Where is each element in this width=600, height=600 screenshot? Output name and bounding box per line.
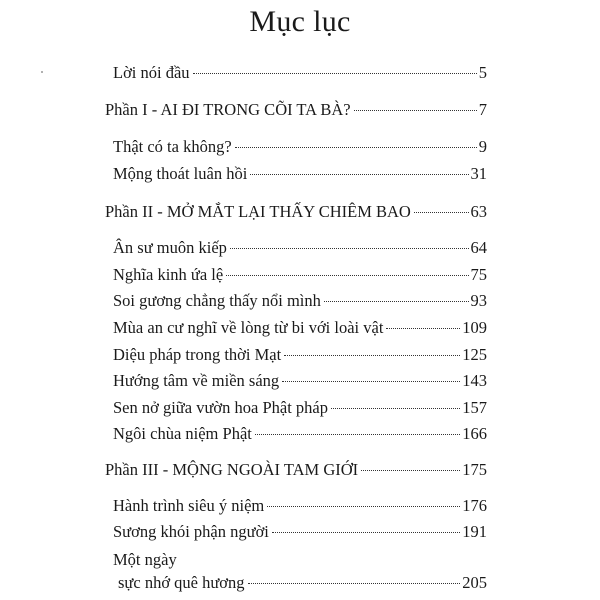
dot-leader [230, 247, 469, 249]
scan-speck [41, 71, 43, 73]
toc-section-label: Phần III - MỘNG NGOÀI TAM GIỚI [105, 460, 359, 479]
toc-entry-page: 125 [462, 345, 487, 364]
dot-leader [354, 109, 477, 111]
dot-leader [284, 354, 460, 356]
toc-entry-page: 176 [462, 496, 487, 515]
toc-section-part-3 [105, 459, 487, 481]
toc-entry [113, 136, 487, 158]
dot-leader [248, 582, 461, 584]
toc-entry [113, 290, 487, 312]
dot-leader [272, 531, 460, 533]
toc-entry [113, 397, 487, 419]
toc-entry-foreword [113, 62, 487, 84]
dot-leader [324, 300, 469, 302]
toc-entry [113, 317, 487, 339]
toc-section-page: 63 [470, 202, 487, 221]
toc-entry-page: 75 [470, 265, 487, 284]
toc-entry [113, 370, 487, 392]
toc-section-label: Phần I - AI ĐI TRONG CÕI TA BÀ? [105, 100, 351, 119]
toc-entry [113, 495, 487, 517]
toc-entry [113, 264, 487, 286]
toc-entry-label: sực nhớ quê hương [118, 573, 245, 592]
dot-leader [226, 274, 468, 276]
toc-entry [113, 237, 487, 259]
toc-section-part-1 [105, 99, 487, 121]
toc-entry-page: 64 [470, 238, 487, 257]
toc-entry [113, 423, 487, 445]
toc-entry-label: Nghĩa kinh ứa lệ [113, 265, 224, 284]
dot-leader [255, 433, 460, 435]
toc-entry-label: Ân sư muôn kiếp [113, 238, 227, 257]
toc-entry [113, 521, 487, 543]
toc-entry-page: 9 [478, 137, 487, 156]
toc-entry [118, 572, 487, 594]
dot-leader [386, 327, 460, 329]
dot-leader [361, 469, 460, 471]
dot-leader [331, 407, 460, 409]
toc-entry-label: Mùa an cư nghĩ về lòng từ bi với loài vật [113, 318, 384, 337]
toc-entry [113, 344, 487, 366]
dot-leader [250, 173, 468, 175]
toc-entry [113, 163, 487, 185]
toc-section-page: 175 [462, 460, 487, 479]
dot-leader [235, 146, 477, 148]
toc-entry-page: 143 [462, 371, 487, 390]
dot-leader [282, 380, 460, 382]
toc-entry-label: Soi gương chẳng thấy nổi mình [113, 291, 321, 310]
toc-entry-page: 191 [462, 522, 487, 541]
toc-entry-page: 109 [462, 318, 487, 337]
toc-entry-page: 157 [462, 398, 487, 417]
toc-entry-label: Thật có ta không? [113, 137, 232, 156]
toc-entry-page: 93 [470, 291, 487, 310]
dot-leader [267, 505, 460, 507]
toc-entry-label: Hành trình siêu ý niệm [113, 496, 265, 515]
toc-entry-label: Sương khói phận người [113, 522, 269, 541]
dot-leader [193, 72, 477, 74]
page-title: Mục lục [249, 5, 351, 38]
toc-entry-label: Mộng thoát luân hồi [113, 164, 248, 183]
toc-section-part-2 [105, 201, 487, 223]
toc-section-label: Phần II - MỞ MẮT LẠI THẤY CHIÊM BAO [105, 202, 411, 221]
toc-entry-label: Lời nói đầu [113, 63, 190, 82]
toc-entry-page: 31 [470, 164, 487, 183]
toc-entry-label: Hướng tâm về miền sáng [113, 371, 280, 390]
toc-entry-page: 205 [462, 573, 487, 592]
toc-entry-label: Diệu pháp trong thời Mạt [113, 345, 282, 364]
dot-leader [414, 211, 469, 213]
toc-entry-label: Sen nở giữa vườn hoa Phật pháp [113, 398, 328, 417]
toc-entry-page: 5 [478, 63, 487, 82]
toc-entry-label: Ngôi chùa niệm Phật [113, 424, 252, 443]
toc-entry-page: 166 [462, 424, 487, 443]
toc-section-page: 7 [478, 100, 487, 119]
toc-entry-label-line1: Một ngày [113, 550, 177, 569]
